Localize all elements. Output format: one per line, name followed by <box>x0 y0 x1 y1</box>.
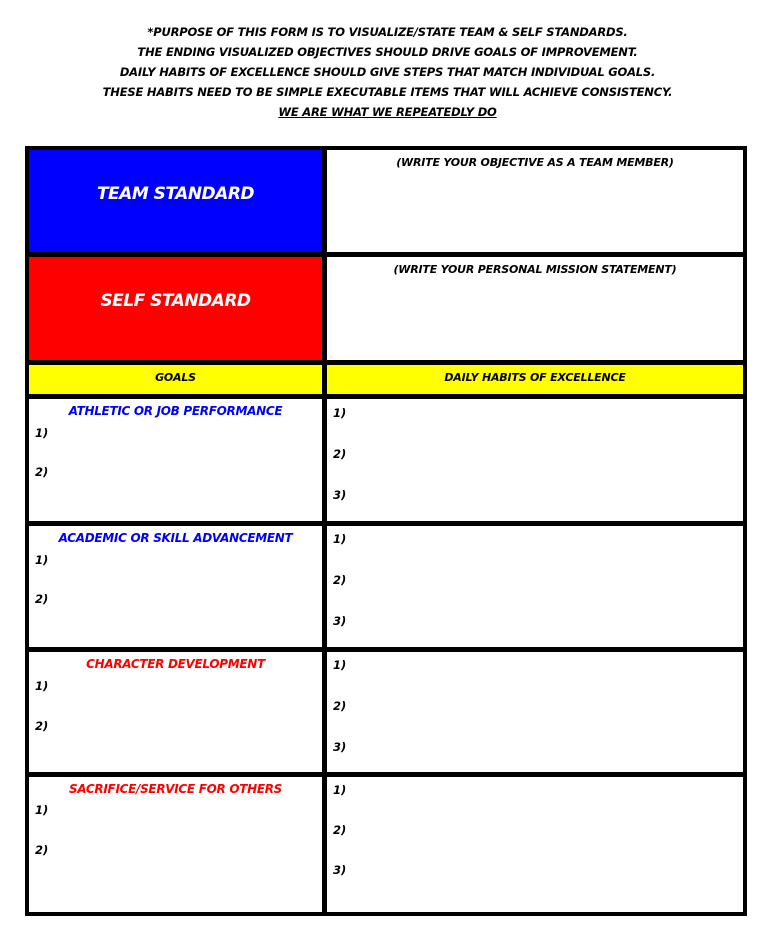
goals-header <box>29 365 322 394</box>
instruction-line: DAILY HABITS OF EXCELLENCE SHOULD GIVE STEPS THAT MATCH INDIVIDUAL GOALS. <box>119 65 656 79</box>
habits-cell-service[interactable] <box>327 777 743 912</box>
habits-cell-academic[interactable] <box>327 526 743 647</box>
goals-cell-character[interactable] <box>29 652 322 772</box>
habit-number: 1) <box>333 532 347 546</box>
habit-number: 1) <box>333 406 347 420</box>
goal-number: 2) <box>35 843 49 857</box>
habit-number: 2) <box>333 447 347 461</box>
habit-number: 2) <box>333 573 347 587</box>
habit-number: 3) <box>333 614 347 628</box>
goal-number: 2) <box>35 592 49 606</box>
motto: WE ARE WHAT WE REPEATEDLY DO <box>278 105 497 119</box>
goal-number: 1) <box>35 803 49 817</box>
team-objective-prompt: (WRITE YOUR OBJECTIVE AS A TEAM MEMBER) <box>396 156 674 169</box>
instruction-line: *PURPOSE OF THIS FORM IS TO VISUALIZE/STATE TEAM & SELF STANDARDS. <box>147 25 628 39</box>
category-title: ATHLETIC OR JOB PERFORMANCE <box>68 404 283 418</box>
self-mission-field[interactable] <box>327 257 743 360</box>
habit-number: 2) <box>333 823 347 837</box>
instruction-line: THESE HABITS NEED TO BE SIMPLE EXECUTABLE ITEMS THAT WILL ACHIEVE CONSISTENCY. <box>102 85 673 99</box>
self-standard-label: SELF STANDARD <box>100 291 251 311</box>
habit-number: 2) <box>333 699 347 713</box>
team-standard-cell <box>29 150 322 252</box>
goal-number: 2) <box>35 465 49 479</box>
habits-header-label: DAILY HABITS OF EXCELLENCE <box>444 371 626 384</box>
category-title: SACRIFICE/SERVICE FOR OTHERS <box>68 782 283 796</box>
category-title: ACADEMIC OR SKILL ADVANCEMENT <box>58 531 293 545</box>
habit-number: 1) <box>333 658 347 672</box>
team-standard-label: TEAM STANDARD <box>96 184 255 204</box>
habit-number: 1) <box>333 783 347 797</box>
self-standard-cell <box>29 257 322 360</box>
goals-cell-service[interactable] <box>29 777 322 912</box>
habits-cell-athletic[interactable] <box>327 399 743 521</box>
goal-number: 1) <box>35 426 49 440</box>
instruction-line: THE ENDING VISUALIZED OBJECTIVES SHOULD DRIVE GOALS OF IMPROVEMENT. <box>137 45 638 59</box>
category-title: CHARACTER DEVELOPMENT <box>86 657 265 671</box>
goal-number: 1) <box>35 553 49 567</box>
habit-number: 3) <box>333 488 347 502</box>
goals-header-label: GOALS <box>155 371 196 384</box>
goal-number: 1) <box>35 679 49 693</box>
goals-cell-academic[interactable] <box>29 526 322 647</box>
habit-number: 3) <box>333 740 347 754</box>
goal-number: 2) <box>35 719 49 733</box>
self-mission-prompt: (WRITE YOUR PERSONAL MISSION STATEMENT) <box>393 263 677 276</box>
standards-table <box>25 146 747 916</box>
goals-cell-athletic[interactable] <box>29 399 322 521</box>
habits-header <box>327 365 743 394</box>
habits-cell-character[interactable] <box>327 652 743 772</box>
team-objective-field[interactable] <box>327 150 743 252</box>
form-instructions <box>0 22 775 122</box>
habit-number: 3) <box>333 863 347 877</box>
